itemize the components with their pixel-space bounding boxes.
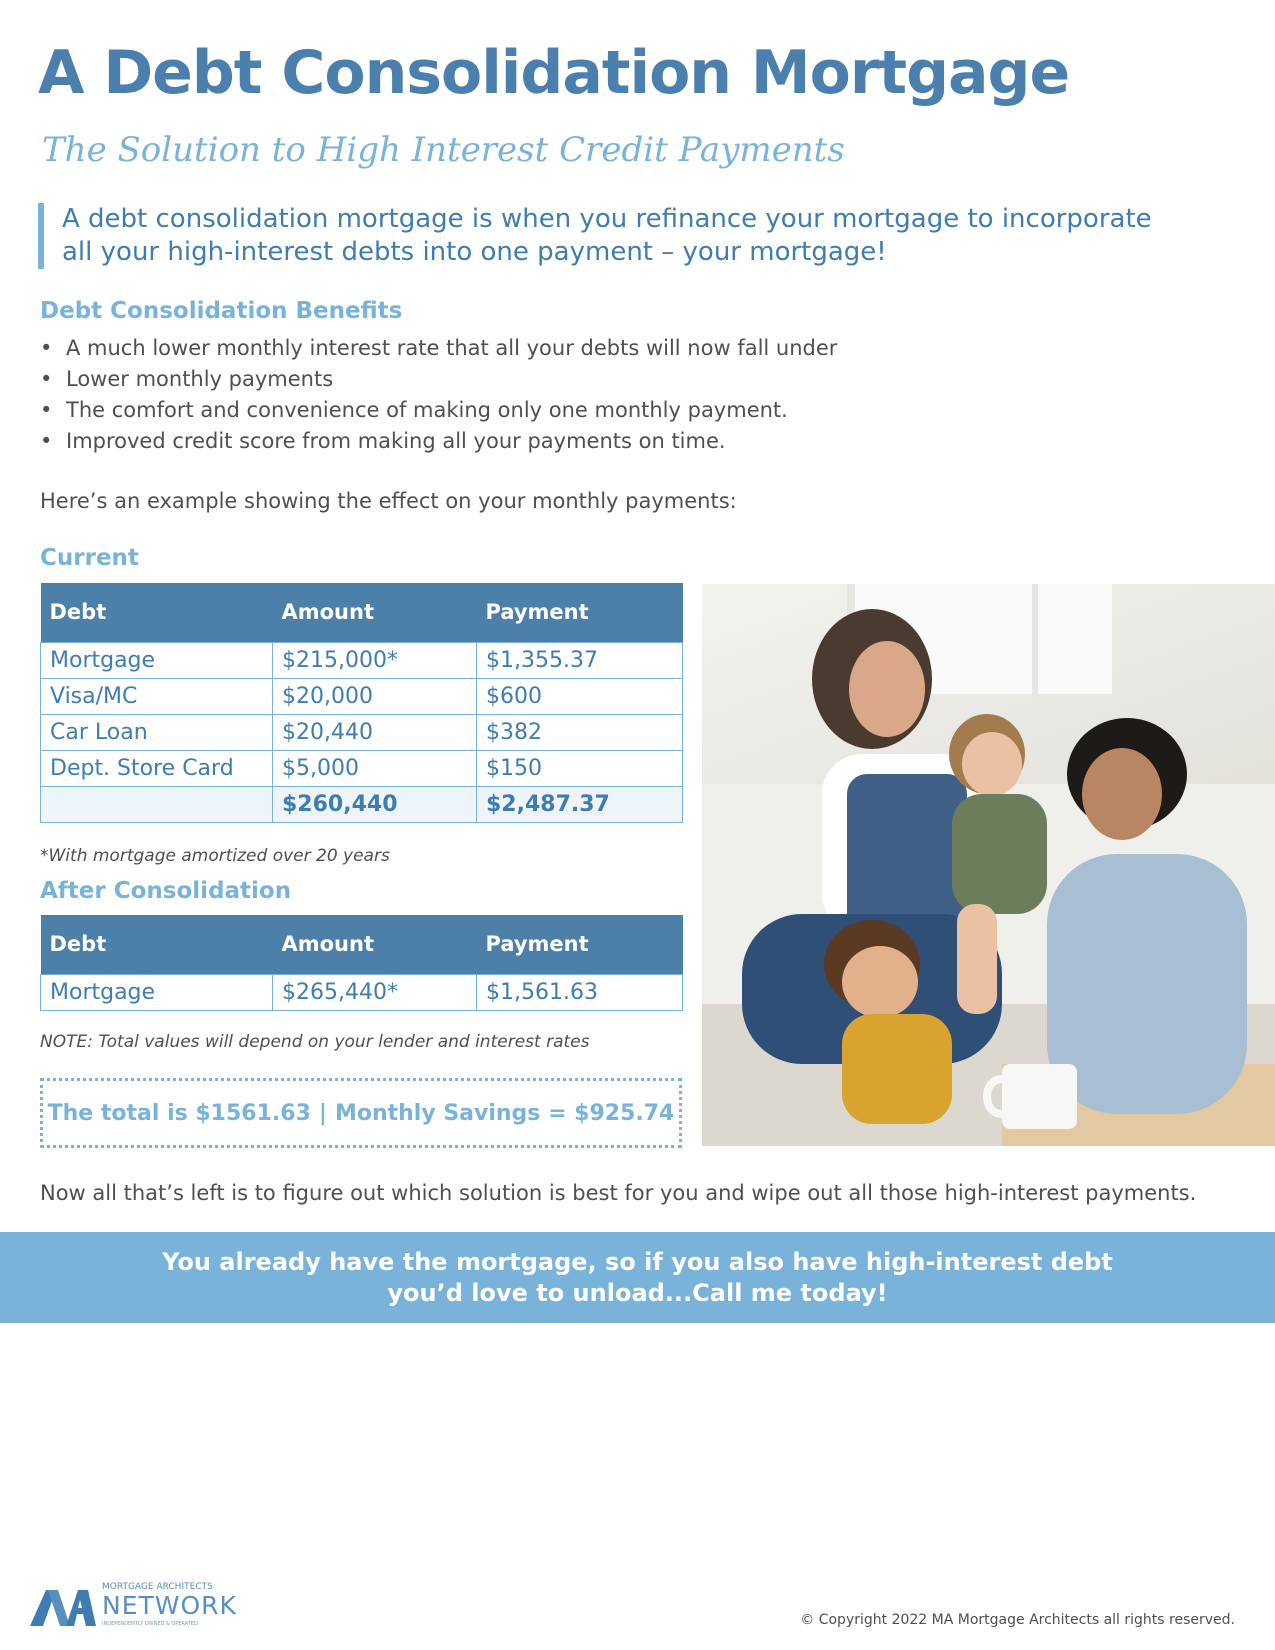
table-row bbox=[41, 678, 683, 714]
savings-summary-box bbox=[40, 1078, 682, 1148]
cell-amount: $215,000* bbox=[273, 642, 477, 678]
cell-total-amount: $260,440 bbox=[273, 786, 477, 822]
family-photo-illustration bbox=[702, 584, 1275, 1146]
cell-payment: $600 bbox=[477, 678, 683, 714]
cell-amount: $5,000 bbox=[273, 750, 477, 786]
cell-payment: $1,355.37 bbox=[477, 642, 683, 678]
after-consolidation-table bbox=[40, 915, 683, 1011]
cell-payment: $150 bbox=[477, 750, 683, 786]
logo-small-text: MORTGAGE ARCHITECTS bbox=[102, 1582, 213, 1592]
column-header-amount: Amount bbox=[273, 915, 477, 974]
table-row bbox=[41, 750, 683, 786]
page-subtitle: The Solution to High Interest Credit Payments bbox=[42, 130, 845, 170]
column-header-amount: Amount bbox=[273, 583, 477, 642]
table-row bbox=[41, 642, 683, 678]
lender-note: NOTE: Total values will depend on your lender and interest rates bbox=[40, 1032, 590, 1052]
benefit-item: • A much lower monthly interest rate that all your debts will now fall under bbox=[40, 333, 837, 364]
cell-total-label bbox=[41, 786, 273, 822]
call-to-action-banner bbox=[0, 1232, 1275, 1323]
benefits-list bbox=[40, 333, 837, 457]
cta-line-2: you’d love to unload...Call me today! bbox=[387, 1278, 888, 1307]
copyright-notice: © Copyright 2022 MA Mortgage Architects all rights reserved. bbox=[800, 1612, 1235, 1628]
savings-total-text: The total is $1561.63 bbox=[47, 1100, 311, 1126]
benefit-item: • The comfort and convenience of making only one monthly payment. bbox=[40, 395, 837, 426]
column-header-payment: Payment bbox=[477, 583, 683, 642]
column-header-payment: Payment bbox=[477, 915, 683, 974]
monthly-savings-text: Monthly Savings = $925.74 bbox=[334, 1100, 675, 1126]
table-header-row bbox=[41, 915, 683, 974]
table-row bbox=[41, 974, 683, 1010]
ma-logo-icon bbox=[30, 1588, 96, 1628]
savings-separator: | bbox=[318, 1100, 327, 1126]
page-title: A Debt Consolidation Mortgage bbox=[38, 38, 1070, 108]
table-header-row bbox=[41, 583, 683, 642]
closing-text: Now all that’s left is to figure out which solution is best for you and wipe out all those high-interest payments. bbox=[40, 1181, 1197, 1205]
current-heading: Current bbox=[40, 545, 139, 571]
family-photo bbox=[702, 584, 1275, 1146]
total-row bbox=[41, 786, 683, 822]
benefits-heading: Debt Consolidation Benefits bbox=[40, 298, 403, 324]
cell-payment: $1,561.63 bbox=[477, 974, 683, 1010]
company-logo bbox=[30, 1582, 237, 1630]
cell-amount: $20,440 bbox=[273, 714, 477, 750]
cell-debt: Visa/MC bbox=[41, 678, 273, 714]
cell-debt: Mortgage bbox=[41, 642, 273, 678]
logo-network-text: NETWORK bbox=[102, 1591, 237, 1620]
logo-tagline: INDEPENDENTLY OWNED & OPERATED bbox=[102, 1621, 198, 1627]
cell-amount: $20,000 bbox=[273, 678, 477, 714]
intro-callout: A debt consolidation mortgage is when you refinance your mortgage to incorporate all your high-interest debts into one payment – your mortgage! bbox=[38, 203, 1158, 269]
cell-amount: $265,440* bbox=[273, 974, 477, 1010]
column-header-debt: Debt bbox=[41, 583, 273, 642]
cell-debt: Mortgage bbox=[41, 974, 273, 1010]
cell-payment: $382 bbox=[477, 714, 683, 750]
cell-total-payment: $2,487.37 bbox=[477, 786, 683, 822]
cta-line-1: You already have the mortgage, so if you also have high-interest debt bbox=[162, 1247, 1113, 1276]
cell-debt: Dept. Store Card bbox=[41, 750, 273, 786]
column-header-debt: Debt bbox=[41, 915, 273, 974]
example-intro-text: Here’s an example showing the effect on your monthly payments: bbox=[40, 489, 737, 513]
after-consolidation-heading: After Consolidation bbox=[40, 878, 292, 904]
benefit-item: • Lower monthly payments bbox=[40, 364, 837, 395]
current-debts-table bbox=[40, 583, 683, 823]
cell-debt: Car Loan bbox=[41, 714, 273, 750]
amortization-footnote: *With mortgage amortized over 20 years bbox=[40, 846, 390, 866]
benefit-item: • Improved credit score from making all your payments on time. bbox=[40, 426, 837, 457]
table-row bbox=[41, 714, 683, 750]
